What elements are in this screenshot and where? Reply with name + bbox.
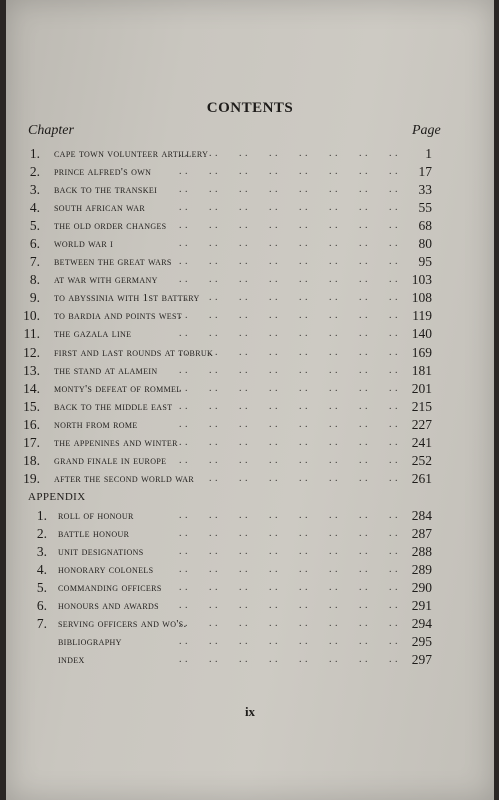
dot-leader: . . . . . . . . . . . . . . . . bbox=[179, 292, 398, 304]
entry-number: 18. bbox=[23, 452, 40, 468]
dot-leader: . . . . . . . . . . . . . . . . bbox=[179, 166, 398, 178]
entry-number: 6. bbox=[29, 236, 40, 252]
entry-number: 3. bbox=[36, 543, 47, 559]
dot-leader: . . . . . . . . . . . . . . . . bbox=[179, 382, 398, 394]
entry-title: north from rome bbox=[54, 418, 138, 431]
entry-number: 10. bbox=[23, 308, 40, 324]
entry-page-number: 287 bbox=[411, 525, 432, 541]
entry-title: battle honour bbox=[58, 527, 130, 540]
chapter-entry bbox=[6, 199, 494, 217]
dot-leader: . . . . . . . . . . . . . . . . bbox=[179, 509, 398, 521]
chapter-entry bbox=[6, 416, 494, 434]
dot-leader: . . . . . . . . . . . . . . . . bbox=[179, 564, 398, 576]
chapter-entry bbox=[6, 307, 494, 325]
entry-page-number: 284 bbox=[411, 507, 432, 523]
chapter-entry bbox=[6, 145, 494, 163]
entry-number: 11. bbox=[23, 326, 40, 342]
entry-title: prince alfred's own bbox=[54, 166, 152, 179]
chapter-entry bbox=[6, 344, 494, 362]
entry-page-number: 252 bbox=[411, 452, 432, 468]
entry-page-number: 68 bbox=[418, 218, 432, 234]
entry-title: roll of honour bbox=[58, 509, 134, 522]
entry-title: honorary colonels bbox=[58, 564, 154, 577]
entry-number: 5. bbox=[36, 580, 47, 596]
entry-number: 14. bbox=[23, 380, 40, 396]
entry-title: the stand at alamein bbox=[54, 364, 158, 377]
entry-page-number: 290 bbox=[411, 580, 432, 596]
entry-title: honours and awards bbox=[58, 600, 159, 613]
dot-leader: . . . . . . . . . . . . . . . . bbox=[179, 202, 398, 214]
dot-leader: . . . . . . . . . . . . . . . . bbox=[179, 436, 398, 448]
entry-number: 6. bbox=[36, 598, 47, 614]
dot-leader: . . . . . . . . . . . . . . . . bbox=[179, 256, 398, 268]
entry-page-number: 291 bbox=[411, 598, 432, 614]
chapter-entry bbox=[6, 271, 494, 289]
appendix-entry bbox=[6, 597, 494, 615]
entry-page-number: 17 bbox=[418, 164, 432, 180]
entry-title: cape town volunteer artillery bbox=[54, 148, 209, 160]
appendix-entry bbox=[6, 561, 494, 579]
entry-title: south african war bbox=[54, 202, 146, 215]
entry-page-number: 294 bbox=[411, 616, 432, 632]
chapter-entry bbox=[6, 163, 494, 181]
appendix-entry bbox=[6, 525, 494, 543]
entry-page-number: 119 bbox=[412, 308, 432, 324]
entry-page-number: 80 bbox=[418, 236, 432, 252]
entry-title: the old order changes bbox=[54, 220, 167, 233]
appendix-entry bbox=[6, 651, 494, 669]
entry-page-number: 169 bbox=[411, 344, 432, 360]
dot-leader: . . . . . . . . . . . . . . . . bbox=[179, 400, 398, 412]
entry-number: 7. bbox=[36, 616, 47, 632]
book-page bbox=[6, 0, 494, 800]
dot-leader: . . . . . . . . . . . . . . . . bbox=[179, 310, 398, 322]
appendix-header-row bbox=[6, 488, 494, 507]
dot-leader: . . . . . . . . . . . . . . . . bbox=[179, 148, 398, 159]
appendix-entry bbox=[6, 543, 494, 561]
entry-title: at war with germany bbox=[54, 274, 158, 287]
chapter-entry bbox=[6, 452, 494, 470]
entry-page-number: 140 bbox=[411, 326, 432, 342]
chapter-entry bbox=[6, 235, 494, 253]
chapter-entry bbox=[6, 434, 494, 452]
entry-page-number: 1 bbox=[425, 146, 432, 161]
appendix-header: APPENDIX bbox=[28, 490, 86, 503]
dot-leader: . . . . . . . . . . . . . . . . bbox=[179, 636, 398, 648]
chapter-entry bbox=[6, 253, 494, 271]
entry-number: 19. bbox=[23, 470, 40, 486]
entry-page-number: 215 bbox=[411, 398, 432, 414]
entry-number: 17. bbox=[23, 434, 40, 450]
dot-leader: . . . . . . . . . . . . . . . . bbox=[179, 184, 398, 196]
entry-number: 4. bbox=[29, 200, 40, 216]
entry-number: 2. bbox=[36, 525, 47, 541]
entry-number: 13. bbox=[23, 362, 40, 378]
entry-number: 3. bbox=[29, 182, 40, 198]
entry-page-number: 181 bbox=[411, 362, 432, 378]
entry-number: 16. bbox=[23, 416, 40, 432]
dot-leader: . . . . . . . . . . . . . . . . bbox=[179, 364, 398, 376]
entry-number: 5. bbox=[29, 218, 40, 234]
entry-number: 12. bbox=[23, 344, 40, 360]
entry-title: the appenines and winter bbox=[54, 436, 178, 449]
entry-page-number: 295 bbox=[411, 634, 432, 650]
chapter-entry bbox=[6, 217, 494, 235]
table-of-contents bbox=[6, 145, 494, 669]
entry-title: first and last rounds at tobruk bbox=[54, 346, 214, 359]
entry-page-number: 297 bbox=[411, 652, 432, 668]
entry-page-number: 241 bbox=[411, 434, 432, 450]
entry-title: between the great wars bbox=[54, 256, 172, 269]
entry-number: 1. bbox=[36, 507, 47, 523]
dot-leader: . . . . . . . . . . . . . . . . bbox=[179, 220, 398, 232]
entry-page-number: 103 bbox=[411, 272, 432, 288]
entry-number: 2. bbox=[29, 164, 40, 180]
entry-title: unit designations bbox=[58, 545, 144, 558]
dot-leader: . . . . . . . . . . . . . . . . bbox=[179, 654, 398, 666]
chapter-column-header: Chapter bbox=[28, 123, 74, 138]
entry-number: 7. bbox=[29, 254, 40, 270]
entry-number: 8. bbox=[29, 272, 40, 288]
entry-number: 4. bbox=[36, 562, 47, 578]
dot-leader: . . . . . . . . . . . . . . . . bbox=[179, 472, 398, 484]
entry-page-number: 33 bbox=[418, 182, 432, 198]
chapter-entry bbox=[6, 289, 494, 307]
entry-title: serving officers and wo's. bbox=[58, 618, 187, 631]
entry-page-number: 227 bbox=[411, 416, 432, 432]
chapter-entry bbox=[6, 325, 494, 343]
entry-page-number: 55 bbox=[418, 200, 432, 216]
chapter-entry bbox=[6, 398, 494, 416]
chapter-entry bbox=[6, 181, 494, 199]
entry-number: 1. bbox=[29, 146, 40, 161]
dot-leader: . . . . . . . . . . . . . . . . bbox=[179, 600, 398, 612]
entry-title: monty's defeat of rommel bbox=[54, 382, 182, 395]
appendix-entry bbox=[6, 579, 494, 597]
entry-title: index bbox=[58, 654, 85, 667]
entry-title: world war i bbox=[54, 238, 114, 251]
appendix-entry bbox=[6, 615, 494, 633]
appendix-entry bbox=[6, 507, 494, 525]
entry-page-number: 288 bbox=[411, 543, 432, 559]
entry-page-number: 289 bbox=[411, 562, 432, 578]
entry-title: bibliography bbox=[58, 636, 122, 649]
dot-leader: . . . . . . . . . . . . . . . . bbox=[179, 618, 398, 630]
entry-number: 9. bbox=[29, 290, 40, 306]
dot-leader: . . . . . . . . . . . . . . . . bbox=[179, 582, 398, 594]
entry-page-number: 201 bbox=[411, 380, 432, 396]
page-title: CONTENTS bbox=[206, 100, 294, 116]
chapter-entry bbox=[6, 362, 494, 380]
chapter-entry bbox=[6, 380, 494, 398]
page-folio: ix bbox=[244, 704, 256, 719]
dot-leader: . . . . . . . . . . . . . . . . bbox=[179, 274, 398, 286]
dot-leader: . . . . . . . . . . . . . . . . bbox=[179, 545, 398, 557]
entry-page-number: 108 bbox=[411, 290, 432, 306]
chapter-entry bbox=[6, 470, 494, 488]
dot-leader: . . . . . . . . . . . . . . . . bbox=[179, 238, 398, 250]
entry-title: back to the middle east bbox=[54, 400, 173, 413]
dot-leader: . . . . . . . . . . . . . . . . bbox=[179, 527, 398, 539]
dot-leader: . . . . . . . . . . . . . . . . bbox=[179, 454, 398, 466]
entry-number: 15. bbox=[23, 398, 40, 414]
entry-title: commanding officers bbox=[58, 582, 162, 595]
appendix-entry bbox=[6, 633, 494, 651]
entry-title: to bardia and points west bbox=[54, 310, 183, 323]
entry-title: to abyssinia with 1st battery bbox=[54, 292, 200, 305]
dot-leader: . . . . . . . . . . . . . . . . bbox=[179, 346, 398, 358]
entry-page-number: 261 bbox=[411, 470, 432, 486]
page-column-header: Page bbox=[412, 123, 441, 138]
dot-leader: . . . . . . . . . . . . . . . . bbox=[179, 328, 398, 340]
entry-page-number: 95 bbox=[418, 254, 432, 270]
entry-title: the gazala line bbox=[54, 328, 132, 341]
entry-title: grand finale in europe bbox=[54, 454, 167, 467]
dot-leader: . . . . . . . . . . . . . . . . bbox=[179, 418, 398, 430]
entry-title: after the second world war bbox=[54, 472, 195, 485]
entry-title: back to the transkei bbox=[54, 184, 158, 197]
